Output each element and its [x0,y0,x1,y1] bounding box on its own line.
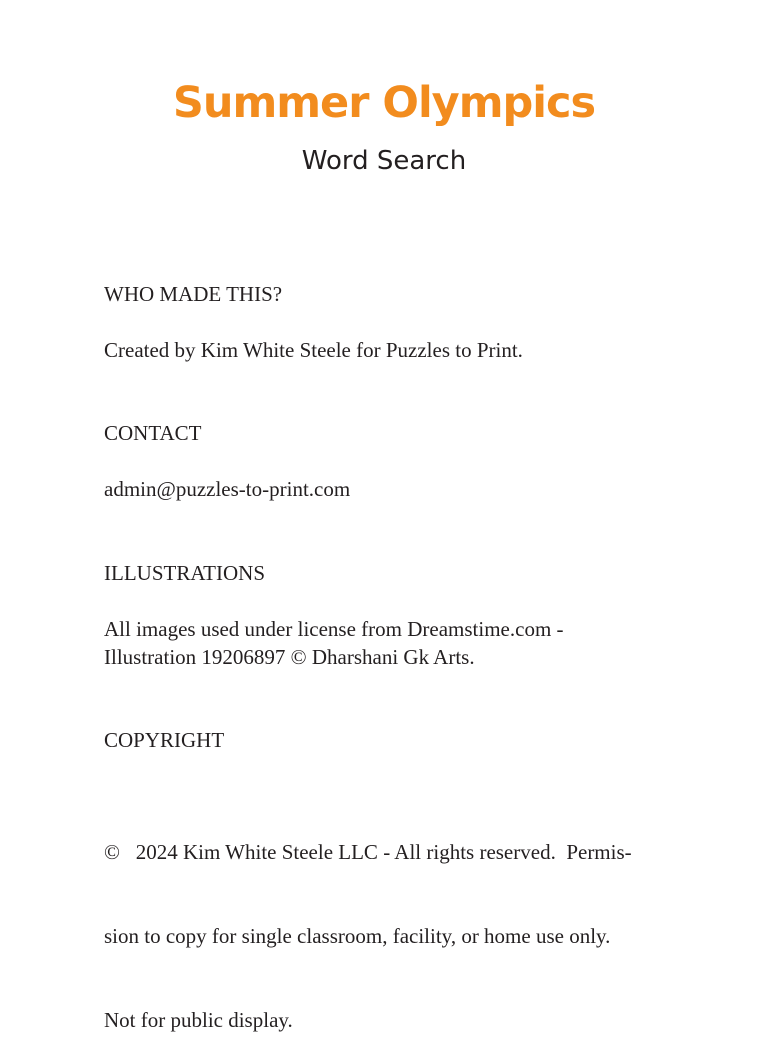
copyright-line-2: sion to copy for single classroom, facility, or home use only. [104,924,611,948]
illustrations-body [104,615,674,671]
page-subtitle: Word Search [301,146,467,176]
who-body: Created by Kim White Steele for Puzzles to Print. [104,338,523,362]
illustrations-line-2: Illustration 19206897 © Dharshani Gk Arts. [104,645,475,669]
illustrations-line-1: All images used under license from Dreamstime.com - [104,617,564,641]
who-heading: WHO MADE THIS? [104,282,283,306]
illustrations-heading: ILLUSTRATIONS [104,561,265,585]
contact-heading: CONTACT [104,421,202,445]
copyright-body [104,782,674,1062]
copyright-line-3: Not for public display. [104,1008,293,1032]
copyright-line-1: © 2024 Kim White Steele LLC - All rights reserved. Permis- [104,840,632,864]
contact-email[interactable]: admin@puzzles-to-print.com [104,477,351,501]
copyright-heading: COPYRIGHT [104,728,225,752]
page-title: Summer Olympics [172,78,596,128]
